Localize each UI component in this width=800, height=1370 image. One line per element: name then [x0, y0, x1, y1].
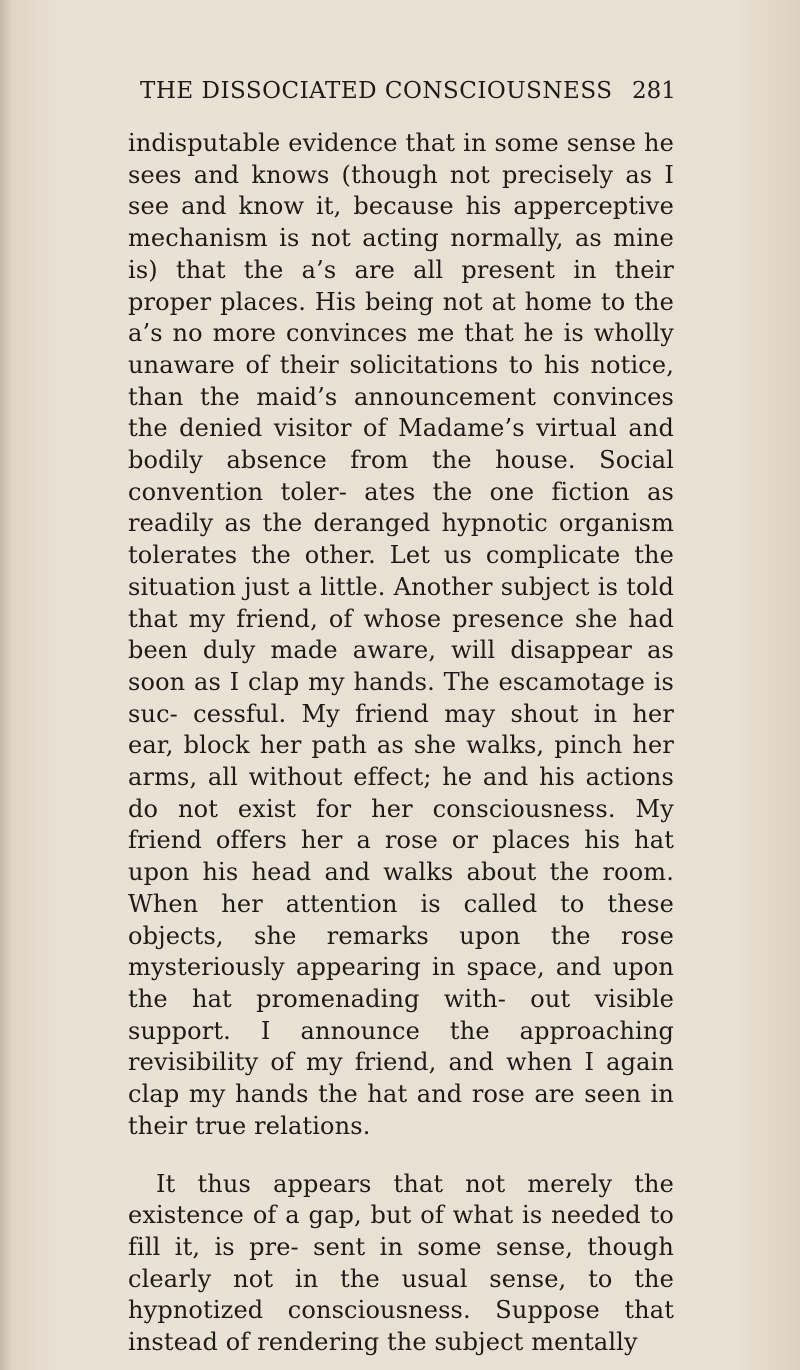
running-title: THE DISSOCIATED CONSCIOUSNESS — [140, 78, 613, 104]
gutter-shadow — [0, 0, 12, 1370]
paragraph-2: It thus appears that not merely the existence of a gap, but of what is needed to fill it, is pre- sent in some sense, though clearly not in the usual sense, to the hypnotized consciousness. Suppose that instead of rendering the subject mentally — [128, 1169, 674, 1357]
page-number: 281 — [632, 78, 676, 104]
running-head — [140, 78, 676, 104]
paragraph-1: indisputable evidence that in some sense he sees and knows (though not precisely as I see and know it, because his apperceptive mechanism is not acting normally, as mine is) that the a’s are all present in their proper places. His being not at home to the a’s no more convinces me that he is wholly unaware of their solicitations to his notice, than the maid’s announcement convinces the denied visitor of Madame’s virtual and bodily absence from the house. Social convention toler- ates the one fiction as readily as the deranged hypnotic organism tolerates the other. Let us complicate the situation just a little. Another subject is told that my friend, of whose presence she had been duly made aware, will disappear as soon as I clap my hands. The escamotage is suc- cessful. My friend may shout in her ear, block her path as she walks, pinch her arms, all without effect; he and his actions do not exist for her consciousness. My friend offers her a rose or places his hat upon his head and walks about the room. When her attention is called to these objects, she remarks upon the rose mysteriously appearing in space, and upon the hat promenading with- out visible support. I announce the approaching revisibility of my friend, and when I again clap my hands the hat and rose are seen in their true relations. — [128, 129, 674, 1140]
body-text — [128, 128, 674, 1359]
